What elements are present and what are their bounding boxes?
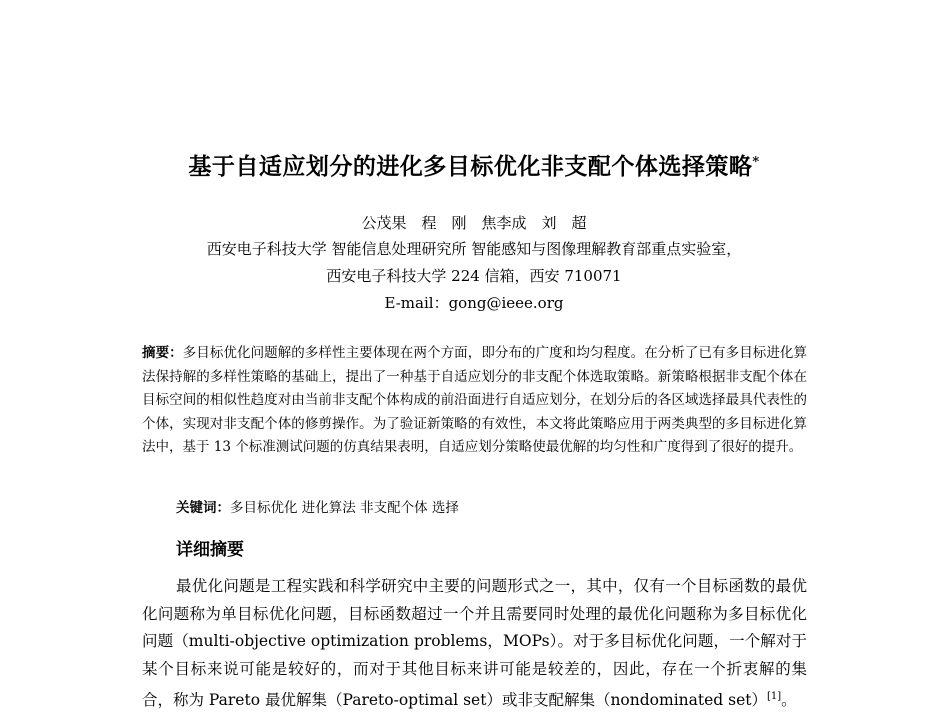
- body-paragraph: [142, 573, 807, 715]
- title-text: 基于自适应划分的进化多目标优化非支配个体选择策略: [188, 153, 753, 180]
- citation: [1]: [766, 691, 782, 702]
- paper-title: [0, 148, 948, 181]
- abstract-label: 摘要：: [142, 345, 183, 361]
- title-footnote-mark: *: [752, 154, 760, 170]
- abstract-text: 多目标优化问题解的多样性主要体现在两个方面，即分布的广度和均匀程度。在分析了已有多目标进化算法保持解的多样性策略的基础上，提出了一种基于自适应划分的非支配个体选取策略。新策略根据非支配个体在目标空间的相似性趋度对由当前非支配个体构成的前沿面进行自适应划分，在划分后的各区域选择最具代表性的个体，实现对非支配个体的修剪操作。为了验证新策略的有效性，本文将此策略应用于两类典型的多目标进化算法中，基于 13 个标准测试问题的仿真结果表明，自适应划分策略使最优解的均匀性和广度得到了很好的提升。: [142, 345, 807, 455]
- keywords: [176, 496, 807, 516]
- affiliation-1: 西安电子科技大学 智能信息处理研究所 智能感知与图像理解教育部重点实验室，: [206, 240, 742, 258]
- authors: 公茂果 程 刚 焦李成 刘 超: [361, 214, 587, 232]
- affiliation-2: 西安电子科技大学 224 信箱，西安 710071: [326, 267, 622, 285]
- email: E-mail：gong@ieee.org: [384, 294, 564, 312]
- abstract: [142, 342, 807, 460]
- keywords-text: 多目标优化 进化算法 非支配个体 选择: [230, 500, 459, 516]
- body-text-after: 。: [781, 691, 797, 710]
- keywords-label: 关键词：: [176, 500, 230, 516]
- body-text-before: 最优化问题是工程实践和科学研究中主要的问题形式之一，其中，仅有一个目标函数的最优化问题称为单目标优化问题，目标函数超过一个并且需要同时处理的最优化问题称为多目标优化问题（multi-objective optimization problems，MOPs）。对于多目标优化问题，一个解对于某个目标来说可能是较好的，而对于其他目标来讲可能是较差的，因此，存在一个折衷解的集合，称为 Pareto 最优解集（Pareto-optimal set）或非支配解集（nondominated set）: [142, 577, 807, 710]
- section-heading: 详细摘要: [176, 540, 244, 560]
